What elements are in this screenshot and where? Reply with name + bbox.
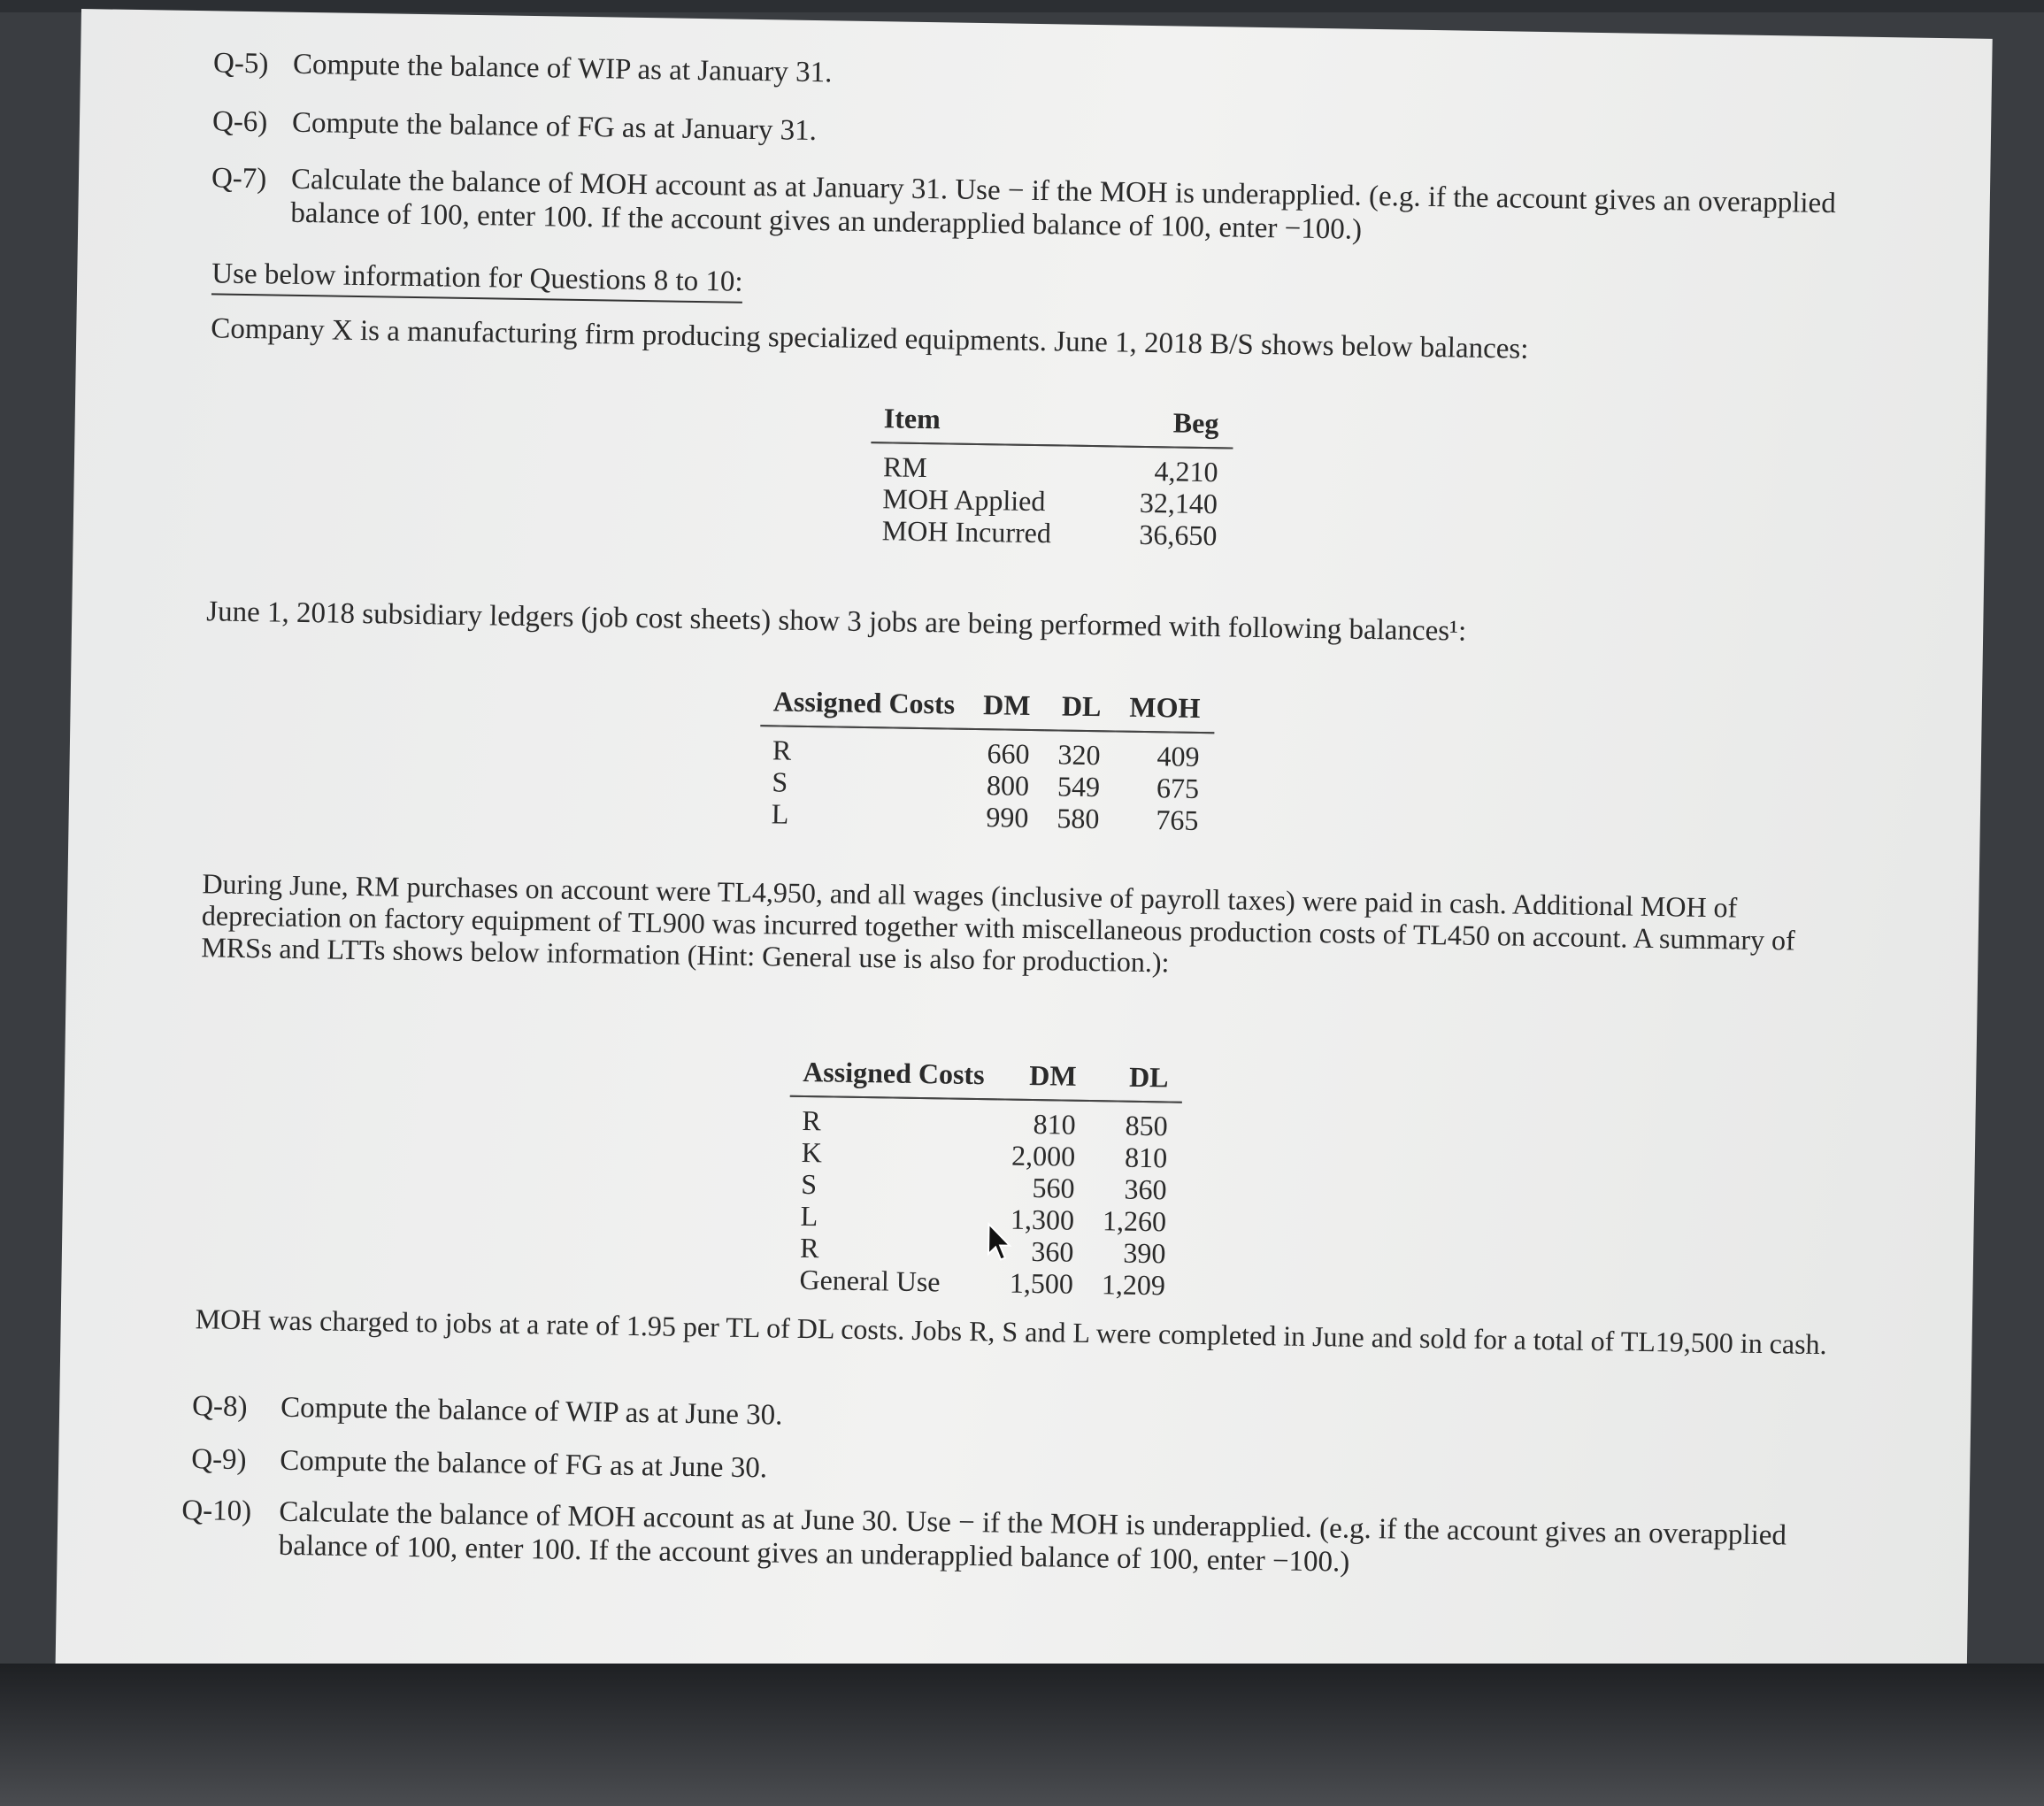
table-row <box>760 726 1214 772</box>
cell-value: 800 <box>986 769 1030 802</box>
question-8: Q-8) Compute the balance of WIP as at June 30. <box>191 1390 783 1432</box>
cell-value: 4,210 <box>1154 455 1218 488</box>
row-label: MOH Incurred <box>881 514 1052 549</box>
section-heading: Use below information for Questions 8 to 10: <box>211 257 743 303</box>
row-label: R <box>772 734 792 766</box>
june-transactions-paragraph: During June, RM purchases on account were TL4,950, and all wages (inclusive of payroll taxes) were paid in cash. Additional MOH of depreciation on factory equipment of TL900 was incurred together with miscellaneous production costs of TL450 on account. A summary of MRSs and LTTs shows below information (Hint: General use is also for production.): <box>201 867 1796 979</box>
row-label: General Use <box>799 1263 941 1298</box>
row-label: S <box>772 765 788 798</box>
cell-value: 560 <box>1032 1172 1075 1204</box>
question-10: Q-10) Calculate the balance of MOH account as at June 30. Use − if the MOH is underapplied. (e.g. if the account gives an overapplied balance of 100, enter 100. If the account gives an underapplied balance of 100, enter −100.) <box>181 1494 1787 1579</box>
ledger-intro: June 1, 2018 subsidiary ledgers (job cost sheets) show 3 jobs are being performed with following balances¹: <box>206 596 1467 648</box>
cell-value: 1,300 <box>1010 1203 1075 1236</box>
cell-value: 660 <box>987 737 1030 770</box>
job-ledger-table: Assigned Costs DM DL MOH R 660 320 409 S 800 549 675 L 990 580 765 <box>759 685 1215 836</box>
table-row <box>789 1096 1182 1142</box>
cell-value: 810 <box>1033 1108 1076 1141</box>
row-label: RM <box>882 450 928 484</box>
cell-value: 360 <box>1124 1172 1167 1206</box>
question-6: Q-6) Compute the balance of FG as at January 31. <box>211 105 818 148</box>
intro-text: Company X is a manufacturing firm producing specialized equipments. June 1, 2018 B/S shows below balances: <box>211 312 1529 365</box>
cell-value: 32,140 <box>1139 486 1218 520</box>
cell-value: 549 <box>1057 770 1101 803</box>
cell-value: 390 <box>1123 1236 1166 1270</box>
cell-value: 990 <box>986 801 1029 834</box>
row-label: R <box>802 1103 821 1137</box>
question-7: Q-7) Calculate the balance of MOH account as at January 31. Use − if the MOH is underapplied. (e.g. if the account gives an overapplied balance of 100, enter 100. If the account gives an underapplied balance of 100, enter −100.) <box>211 162 1837 246</box>
cell-value: 1,209 <box>1101 1268 1166 1302</box>
cell-value: 850 <box>1125 1109 1168 1142</box>
document-page <box>55 9 1993 1725</box>
cell-value: 675 <box>1156 772 1200 804</box>
cell-value: 409 <box>1156 740 1200 772</box>
mouse-cursor-icon <box>987 1222 1014 1261</box>
monitor-bezel-bottom <box>0 1664 2044 1806</box>
cell-value: 765 <box>1156 803 1199 836</box>
question-5: Q-5) Compute the balance of WIP as at January 31. <box>212 47 833 89</box>
cell-value: 360 <box>1031 1235 1074 1268</box>
row-label: S <box>800 1167 818 1201</box>
row-label: MOH Applied <box>882 482 1046 518</box>
cell-value: 580 <box>1057 802 1100 835</box>
cell-value: 36,650 <box>1139 518 1218 552</box>
row-label: K <box>801 1135 823 1169</box>
row-label: R <box>799 1231 819 1264</box>
table-row <box>759 797 1213 836</box>
table-row <box>787 1264 1180 1302</box>
row-label: L <box>771 797 789 830</box>
monitor-bezel-top <box>0 0 2044 12</box>
cell-value: 810 <box>1124 1141 1168 1174</box>
balance-sheet-table: Item Beg RM 4,210 MOH Applied 32,140 MOH Incurred 36,650 <box>870 402 1233 551</box>
mrs-ltt-table: Assigned Costs DM DL R 810 850 K 2,000 810 S 560 360 L 1,300 1,260 R 360 390 General Use 1,500 1,209 <box>787 1056 1183 1302</box>
cell-value: 320 <box>1057 738 1101 772</box>
table-row <box>871 442 1233 488</box>
cell-value: 1,500 <box>1009 1266 1074 1300</box>
moh-paragraph: MOH was charged to jobs at a rate of 1.95 per TL of DL costs. Jobs R, S and L were completed in June and sold for a total of TL19,500 in cash. <box>195 1303 1827 1361</box>
row-label: L <box>800 1199 818 1233</box>
cell-value: 1,260 <box>1102 1204 1167 1238</box>
table-row <box>870 514 1232 551</box>
cell-value: 2,000 <box>1010 1139 1076 1172</box>
question-9: Q-9) Compute the balance of FG as at June 30. <box>190 1443 768 1485</box>
